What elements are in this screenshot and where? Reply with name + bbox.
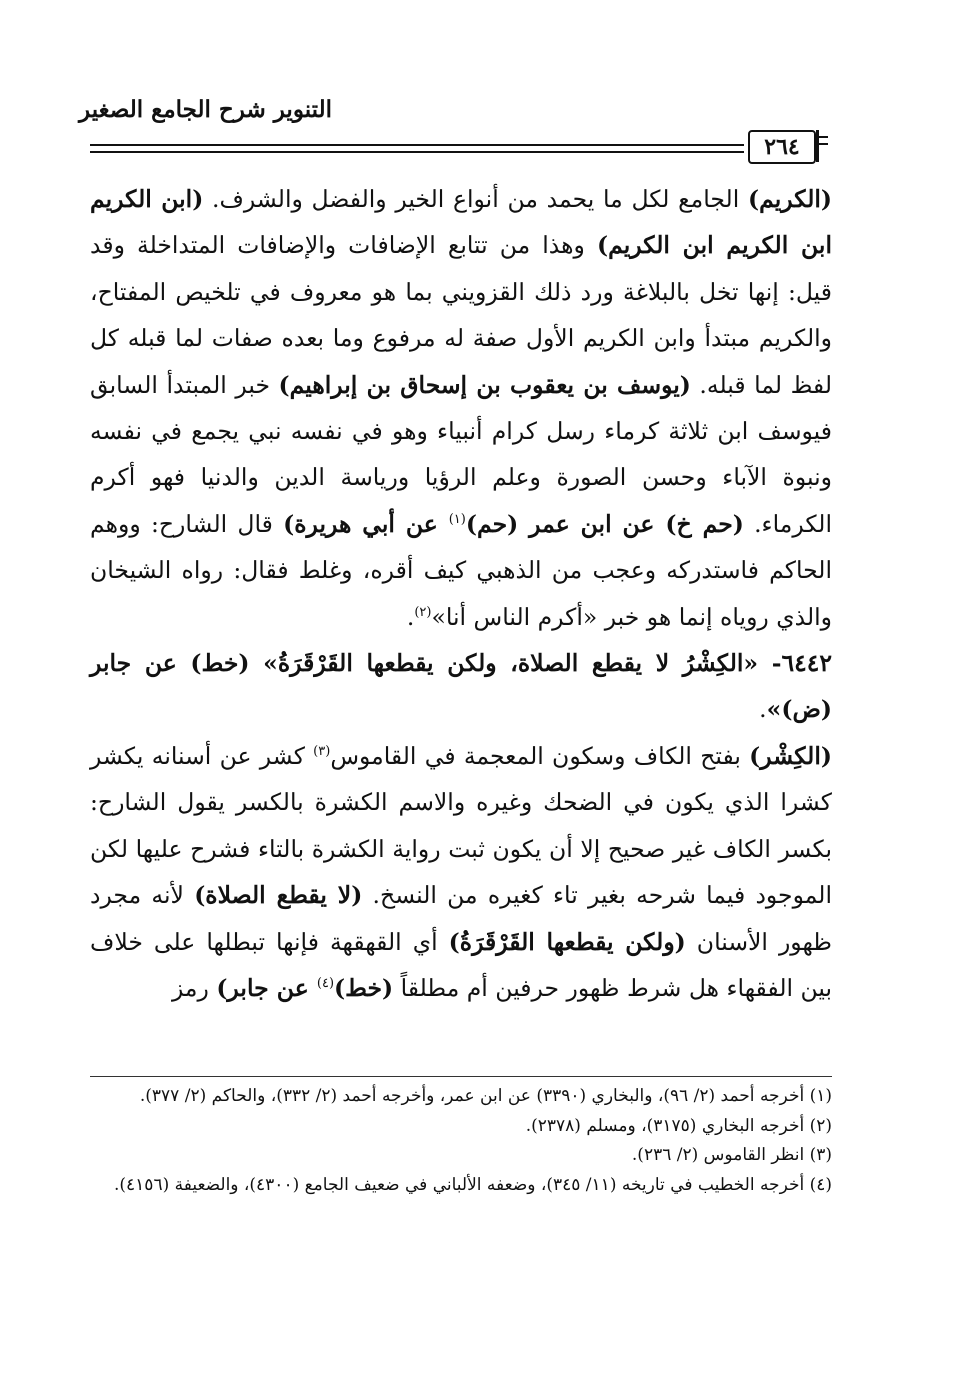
- commentary-paragraph: [90, 176, 832, 640]
- commentary-text: خبر المبتدأ السابق فيوسف ابن ثلاثة كرماء رسل كرام أنبياء وهو في نفسه نبي يجمع في نفسه ونبوة الآباء وحسن الصورة وعلم الرؤيا ورياسة الدين والدنيا فهو أكرم الكرماء.: [90, 370, 832, 538]
- commentary-text: أي القهقهة فإنها تبطلها على خلاف بين الفقهاء هل شرط ظهور حرفين أم مطلقاً: [90, 927, 832, 1002]
- footnote: (١) أخرجه أحمد (٢/ ٩٦)، والبخاري (٣٣٩٠) عن ابن عمر، وأخرجه أحمد (٢/ ٣٣٢)، والحاكم (٢/ ٣٧٧).: [139, 1086, 832, 1106]
- main-text: [90, 176, 832, 1011]
- header-rule-tick: [818, 136, 828, 138]
- hadith-phrase: (ابن الكريم ابن الكريم ابن الكريم): [90, 185, 832, 260]
- source-reference: عن جابر): [216, 973, 317, 1002]
- footnote-marker[interactable]: (٤): [316, 976, 335, 992]
- source-reference: عن أبي هريرة): [283, 509, 449, 538]
- footnote: (٤) أخرجه الخطيب في تاريخه (١١/ ٣٤٥)، وضعفه الألباني في ضعيف الجامع (٤٣٠٠)، والضعيفة (٤١٥٦).: [114, 1174, 832, 1195]
- commentary-paragraph: [90, 733, 832, 1011]
- footnotes: [90, 1082, 832, 1200]
- commentary-text: بفتح الكاف وسكون المعجمة في القاموس: [330, 741, 750, 770]
- commentary-text: قال الشارح: ووهم الحاكم فاستدركه وعجب من الذهبي كيف أقره، وغلط فقال: رواه الشيخان والذي روياه إنما هو خبر «أكرم الناس أنا»: [90, 509, 832, 631]
- commentary-text: الجامع لكل ما يحمد من أنواع الخير والفضل والشرف.: [203, 185, 748, 213]
- commentary-text: رمز: [171, 973, 217, 1002]
- running-header-title: التنوير شرح الجامع الصغير: [79, 96, 332, 123]
- header-rule-tick: [818, 143, 828, 145]
- hadith-text: ٦٤٤٢- «الكِشْرُ لا يقطع الصلاة، ولكن يقطعها القَرْقَرَةُ» (خط) عن جابر (ض)»: [90, 649, 832, 724]
- header-rule: [90, 151, 744, 153]
- hadith-phrase: (الكريم): [747, 185, 833, 213]
- footnote: (٢) أخرجه البخاري (٣١٧٥)، ومسلم (٢٣٧٨).: [525, 1115, 832, 1136]
- footnote-separator: [90, 1076, 832, 1077]
- commentary-text: .: [406, 602, 415, 631]
- source-reference: (حم خ) عن ابن عمر (حم): [465, 509, 744, 538]
- source-reference: (خط): [334, 973, 394, 1002]
- footnote-marker[interactable]: (٣): [313, 744, 331, 760]
- footnote-marker[interactable]: (١): [448, 512, 466, 528]
- footnote-marker[interactable]: (٢): [414, 604, 432, 620]
- header-rule: [90, 144, 744, 146]
- commentary-text: كشر عن أسنانه يكشر كشرا الذي يكون في الضحك وغيره والاسم الكشرة بالكسر يقول الشارح: بكسر الكاف غير صحيح إلا أن يكون ثبت رواية الكشرة بالتاء فشرح عليها لكن الموجود فيما شرحه بغير تاء كغيره من النسخ.: [90, 741, 832, 910]
- hadith-phrase: (ولكن يقطعها القَرْقَرَةُ): [448, 927, 686, 956]
- hadith-phrase: (يوسف بن يعقوب بن إسحاق بن إبراهيم): [278, 370, 691, 399]
- commentary-text: وهذا من تتابع الإضافات والإضافات المتداخلة وقد قيل: إنها تخل بالبلاغة ورد ذلك القزويني بما هو معروف في تلخيص المفتاح، والكريم مبتدأ وابن الكريم الأول صفة له مرفوع وما بعده صفات لما قبله كل لفظ لما قبله.: [90, 231, 832, 399]
- hadith-entry: [90, 640, 832, 733]
- footnote: (٣) انظر القاموس (٢/ ٢٣٦).: [631, 1145, 832, 1165]
- commentary-text: لأنه مجرد ظهور الأسنان: [90, 881, 832, 956]
- page-number-box: ٢٦٤: [748, 130, 816, 164]
- hadith-end: .: [759, 695, 767, 724]
- hadith-phrase: (لا يقطع الصلاة): [194, 881, 363, 910]
- hadith-phrase: (الكِشْر): [749, 741, 832, 770]
